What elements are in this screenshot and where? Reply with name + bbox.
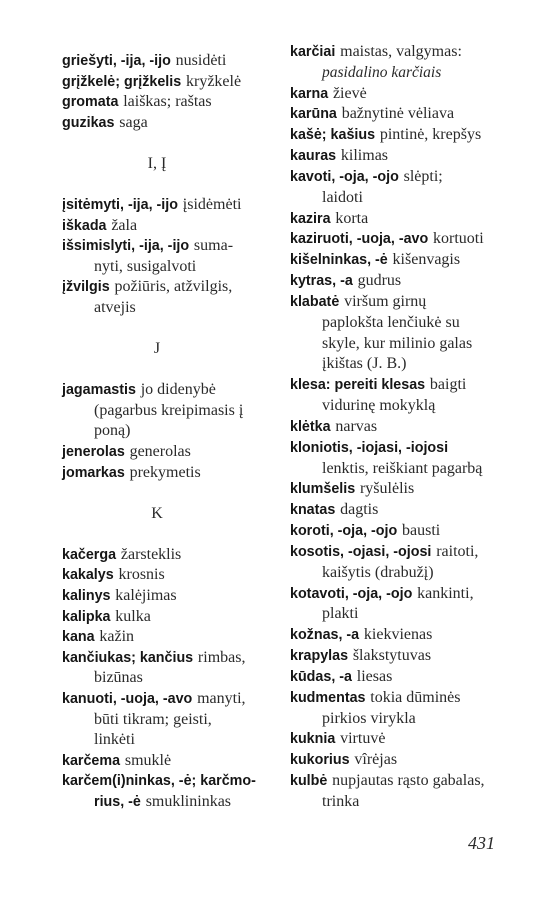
dictionary-entry bbox=[290, 125, 530, 146]
dictionary-entry bbox=[62, 277, 288, 318]
definition: bizūnas bbox=[94, 669, 143, 687]
headword: kanuoti, -uoja, -avo bbox=[62, 690, 193, 707]
definition: lenktis, reiškiant pagarbą bbox=[322, 459, 483, 477]
entry-line bbox=[62, 421, 288, 442]
dictionary-entry bbox=[62, 586, 288, 607]
dictionary-entry bbox=[290, 688, 530, 730]
dictionary-entry bbox=[290, 209, 530, 230]
definition: krosnis bbox=[118, 566, 165, 584]
definition: kalėjimas bbox=[115, 587, 177, 605]
headword: kančiukas; kančius bbox=[62, 649, 194, 666]
dictionary-entry bbox=[290, 84, 530, 105]
definition: kankinti, bbox=[417, 584, 474, 602]
definition: slėpti; bbox=[403, 167, 443, 185]
definition: žievė bbox=[332, 84, 367, 102]
entry-line bbox=[62, 277, 288, 298]
headword: kišelninkas, -ė bbox=[290, 252, 388, 269]
definition: generolas bbox=[129, 442, 191, 460]
dictionary-entry bbox=[62, 751, 288, 772]
dictionary-entry bbox=[290, 104, 530, 125]
entry-line bbox=[290, 313, 530, 334]
definition: nupjautas rąsto gabalas, bbox=[332, 771, 485, 789]
headword: jenerolas bbox=[62, 443, 125, 460]
definition: kulka bbox=[115, 607, 151, 625]
dictionary-entry bbox=[62, 689, 288, 751]
headword: įsitėmyti, -ija, -ijo bbox=[62, 197, 178, 214]
definition: virtuvė bbox=[340, 730, 386, 748]
headword: kožnas, -a bbox=[290, 627, 360, 644]
entry-line bbox=[62, 771, 288, 792]
definition: žala bbox=[111, 216, 138, 234]
entry-line bbox=[290, 146, 530, 167]
definition: trinka bbox=[322, 792, 360, 810]
dictionary-entry bbox=[62, 236, 288, 277]
definition: poną) bbox=[94, 422, 131, 440]
dictionary-entry bbox=[62, 565, 288, 586]
headword: kytras, -a bbox=[290, 273, 353, 290]
headword: karčiai bbox=[290, 44, 336, 60]
entry-line bbox=[62, 668, 288, 689]
dictionary-entry bbox=[62, 627, 288, 648]
definition: pirkios virykla bbox=[322, 709, 416, 727]
definition: vîrėjas bbox=[354, 751, 398, 769]
entry-line bbox=[290, 625, 530, 646]
entry-line bbox=[290, 292, 530, 313]
dictionary-entry bbox=[62, 442, 288, 463]
dictionary-entry bbox=[290, 229, 530, 250]
entry-line bbox=[62, 380, 288, 401]
definition: pintinė, krepšys bbox=[379, 126, 482, 144]
entry-line bbox=[290, 688, 530, 709]
headword: karčema bbox=[62, 752, 121, 769]
page-number: 431 bbox=[468, 833, 495, 853]
dictionary-entry bbox=[62, 113, 288, 134]
entry-line bbox=[62, 92, 288, 113]
definition: įsidėmėti bbox=[182, 196, 242, 214]
entry-line bbox=[290, 42, 530, 63]
entry-line bbox=[62, 195, 288, 216]
headword: klabatė bbox=[290, 293, 340, 310]
definition: būti tikram; geisti, bbox=[94, 710, 212, 728]
headword: griešyti, -ija, -ijo bbox=[62, 53, 171, 69]
definition: bausti bbox=[402, 522, 441, 540]
entry-line bbox=[290, 709, 530, 730]
dictionary-entry bbox=[290, 667, 530, 688]
dictionary-entry bbox=[62, 607, 288, 628]
dictionary-entry bbox=[290, 167, 530, 209]
definition: vidurinę mokyklą bbox=[322, 397, 436, 415]
headword: grįžkelė; grįžkelis bbox=[62, 73, 182, 90]
entry-line bbox=[290, 229, 530, 250]
entry-line bbox=[290, 417, 530, 438]
entry-line bbox=[62, 689, 288, 710]
dictionary-entry bbox=[62, 72, 288, 93]
left-column bbox=[62, 51, 288, 812]
dictionary-entry bbox=[62, 51, 288, 72]
definition: smuklė bbox=[124, 751, 172, 769]
dictionary-entry bbox=[290, 521, 530, 542]
dictionary-entry bbox=[290, 271, 530, 292]
definition: dagtis bbox=[340, 501, 379, 519]
entry-line bbox=[290, 604, 530, 625]
headword: klėtka bbox=[290, 418, 331, 435]
headword: kašė; kašius bbox=[290, 127, 376, 144]
definition: rimbas, bbox=[197, 648, 246, 666]
definition: kišenvagis bbox=[392, 251, 461, 269]
dictionary-entry bbox=[62, 92, 288, 113]
definition: požiūris, atžvilgis, bbox=[114, 278, 233, 296]
headword: karna bbox=[290, 85, 329, 102]
headword: kosotis, -ojasi, -ojosi bbox=[290, 543, 432, 560]
headword: knatas bbox=[290, 502, 336, 519]
dictionary-entry bbox=[62, 216, 288, 237]
dictionary-entry bbox=[62, 463, 288, 484]
dictionary-entry bbox=[62, 380, 288, 442]
definition: plakti bbox=[322, 605, 359, 623]
headword: klesa: pereiti klesas bbox=[290, 377, 426, 394]
headword: kloniotis, -iojasi, -iojosi bbox=[290, 439, 449, 456]
dictionary-entry bbox=[290, 500, 530, 521]
headword: išsimislyti, -ija, -ijo bbox=[62, 238, 190, 255]
definition: (pagarbus kreipimasis į bbox=[94, 401, 244, 419]
headword: kazira bbox=[290, 210, 331, 227]
entry-line bbox=[290, 750, 530, 771]
entry-line bbox=[290, 729, 530, 750]
section-letter: K bbox=[151, 504, 163, 522]
headword: krapylas bbox=[290, 648, 349, 665]
entry-line bbox=[290, 771, 530, 792]
headword: kuknia bbox=[290, 731, 336, 748]
definition: smuklininkas bbox=[145, 792, 232, 810]
definition: gudrus bbox=[357, 272, 402, 290]
entry-line bbox=[62, 236, 288, 257]
definition: laidoti bbox=[322, 188, 363, 206]
entry-line bbox=[290, 667, 530, 688]
dictionary-entry bbox=[290, 479, 530, 500]
dictionary-entry bbox=[62, 771, 288, 812]
definition: nyti, susigalvoti bbox=[94, 257, 197, 275]
entry-line bbox=[290, 375, 530, 396]
headword: gromata bbox=[62, 94, 119, 111]
dictionary-entry bbox=[290, 146, 530, 167]
dictionary-entry bbox=[62, 545, 288, 566]
headword: kūdas, -a bbox=[290, 668, 352, 685]
entry-line bbox=[290, 563, 530, 584]
entry-line bbox=[290, 792, 530, 813]
entry-line bbox=[290, 271, 530, 292]
definition: maistas, valgymas: bbox=[340, 43, 462, 60]
definition: korta bbox=[335, 209, 369, 227]
entry-line bbox=[290, 500, 530, 521]
dictionary-entry bbox=[290, 729, 530, 750]
entry-line bbox=[290, 584, 530, 605]
entry-line bbox=[290, 104, 530, 125]
entry-line bbox=[290, 354, 530, 375]
entry-line bbox=[290, 209, 530, 230]
dictionary-entry bbox=[290, 646, 530, 667]
definition: žarsteklis bbox=[120, 545, 182, 563]
entry-line bbox=[62, 627, 288, 648]
headword: kana bbox=[62, 629, 95, 646]
definition: suma- bbox=[193, 237, 234, 255]
entry-line bbox=[290, 334, 530, 355]
headword: kalipka bbox=[62, 608, 111, 625]
entry-line bbox=[290, 438, 530, 459]
headword: karčem(i)ninkas, -ė; karčmo- bbox=[62, 773, 256, 790]
dictionary-entry bbox=[290, 42, 530, 84]
entry-line bbox=[62, 710, 288, 731]
entry-line bbox=[62, 730, 288, 751]
entry-line bbox=[290, 125, 530, 146]
dictionary-entry bbox=[290, 584, 530, 626]
definition: liesas bbox=[356, 667, 393, 685]
entry-line bbox=[290, 542, 530, 563]
definition: viršum girnų bbox=[344, 292, 427, 310]
headword: rius, -ė bbox=[94, 793, 141, 810]
entry-line bbox=[290, 646, 530, 667]
entry-line bbox=[290, 479, 530, 500]
dictionary-entry bbox=[290, 417, 530, 438]
definition: kažin bbox=[99, 628, 135, 646]
entry-line bbox=[62, 257, 288, 278]
entry-line bbox=[62, 792, 288, 813]
entry-line bbox=[62, 648, 288, 669]
entry-line bbox=[290, 396, 530, 417]
entry-line bbox=[62, 72, 288, 93]
definition: jo didenybė bbox=[140, 381, 216, 399]
definition: atvejis bbox=[94, 298, 136, 316]
entry-line bbox=[62, 751, 288, 772]
dictionary-entry bbox=[62, 648, 288, 689]
entry-line bbox=[290, 188, 530, 209]
entry-line bbox=[62, 51, 288, 72]
definition: kilimas bbox=[340, 147, 389, 165]
usage-example: pasidalino karčiais bbox=[322, 63, 442, 81]
definition: narvas bbox=[335, 417, 378, 435]
headword: kulbė bbox=[290, 772, 328, 789]
definition: šlakstytuvas bbox=[352, 647, 432, 665]
entry-line bbox=[290, 63, 530, 84]
definition: ryšulėlis bbox=[359, 480, 415, 498]
entry-line bbox=[290, 84, 530, 105]
section-letter: I, Į bbox=[147, 154, 167, 172]
headword: jagamastis bbox=[62, 382, 136, 399]
entry-line bbox=[290, 167, 530, 188]
headword: jomarkas bbox=[62, 464, 125, 481]
entry-line bbox=[62, 401, 288, 422]
dictionary-entry bbox=[290, 750, 530, 771]
entry-line bbox=[62, 607, 288, 628]
headword: kotavoti, -oja, -ojo bbox=[290, 585, 413, 602]
dictionary-entry bbox=[62, 195, 288, 216]
dictionary-entry bbox=[290, 292, 530, 375]
definition: linkėti bbox=[94, 731, 135, 749]
definition: raitoti, bbox=[436, 542, 479, 560]
definition: saga bbox=[119, 113, 148, 131]
entry-line bbox=[62, 298, 288, 319]
entry-line bbox=[62, 565, 288, 586]
dictionary-entry bbox=[290, 438, 530, 480]
definition: paplokšta lenčiukė su bbox=[322, 313, 460, 331]
right-column bbox=[290, 42, 530, 813]
headword: kačerga bbox=[62, 546, 117, 563]
dictionary-entry bbox=[290, 250, 530, 271]
dictionary-entry bbox=[290, 375, 530, 417]
dictionary-entry bbox=[290, 625, 530, 646]
headword: įžvilgis bbox=[62, 279, 110, 296]
headword: kukorius bbox=[290, 752, 350, 769]
definition: nusidėti bbox=[175, 52, 227, 69]
definition: skyle, kur milinio galas bbox=[322, 334, 473, 352]
definition: bažnytinė vėliava bbox=[341, 105, 455, 123]
definition: prekymetis bbox=[129, 463, 201, 481]
headword: iškada bbox=[62, 217, 107, 234]
entry-line bbox=[62, 545, 288, 566]
section-letter: J bbox=[153, 340, 161, 358]
headword: kauras bbox=[290, 148, 337, 165]
definition: kryžkelė bbox=[186, 72, 242, 90]
entry-line bbox=[62, 586, 288, 607]
dictionary-entry bbox=[290, 771, 530, 813]
definition: kaišytis (drabužį) bbox=[322, 563, 434, 581]
headword: koroti, -oja, -ojo bbox=[290, 523, 398, 540]
definition: tokia dūminės bbox=[370, 688, 461, 706]
entry-line bbox=[62, 463, 288, 484]
headword: kalinys bbox=[62, 588, 111, 605]
headword: kavoti, -oja, -ojo bbox=[290, 168, 399, 185]
definition: įkištas (J. B.) bbox=[322, 355, 407, 373]
entry-line bbox=[290, 250, 530, 271]
definition: laiškas; raštas bbox=[123, 93, 212, 111]
headword: guzikas bbox=[62, 114, 115, 131]
entry-line bbox=[62, 216, 288, 237]
headword: kudmentas bbox=[290, 689, 366, 706]
entry-line bbox=[290, 459, 530, 480]
headword: karūna bbox=[290, 106, 337, 123]
definition: baigti bbox=[429, 376, 467, 394]
definition: kortuoti bbox=[433, 230, 484, 248]
entry-line bbox=[290, 521, 530, 542]
dictionary-entry bbox=[290, 542, 530, 584]
headword: kakalys bbox=[62, 567, 114, 584]
headword: klumšelis bbox=[290, 481, 356, 498]
entry-line bbox=[62, 113, 288, 134]
definition: kiekvienas bbox=[363, 626, 433, 644]
headword: kaziruoti, -uoja, -avo bbox=[290, 231, 429, 248]
entry-line bbox=[62, 442, 288, 463]
definition: manyti, bbox=[197, 689, 246, 707]
